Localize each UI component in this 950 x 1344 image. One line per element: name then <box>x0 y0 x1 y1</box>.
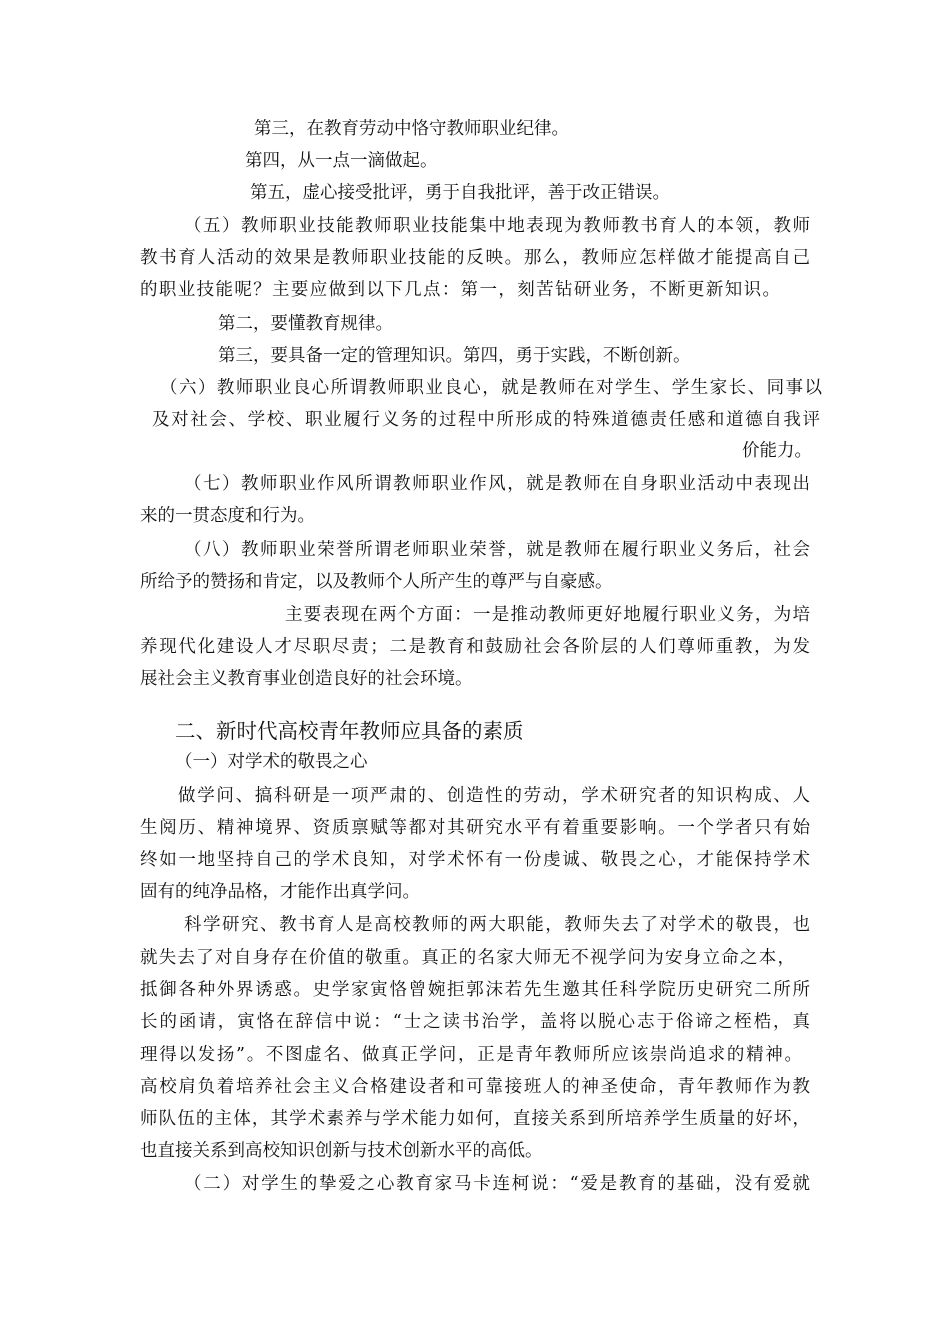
text-line: 生阅历、精神境界、资质禀赋等都对其研究水平有着重要影响。一个学者只有始 <box>140 818 810 838</box>
text-line: 科学研究、教书育人是高校教师的两大职能，教师失去了对学术的敬畏，也 <box>184 915 810 935</box>
text-line: （五）教师职业技能教师职业技能集中地表现为教师教书育人的本领，教师 <box>184 216 810 236</box>
text-line: 所给予的赞扬和肯定，以及教师个人所产生的尊严与自豪感。 <box>140 572 613 592</box>
text-line: （八）教师职业荣誉所谓老师职业荣誉，就是教师在履行职业义务后，社会 <box>184 540 810 560</box>
text-line: （七）教师职业作风所谓教师职业作风，就是教师在自身职业活动中表现出 <box>184 474 810 494</box>
text-line: 长的函请，寅恪在辞信中说：“士之读书治学，盖将以脱心志于俗谛之桎梏，真 <box>140 1012 810 1032</box>
text-line: 及对社会、学校、职业履行义务的过程中所形成的特殊道德责任感和道德自我评 <box>152 410 820 430</box>
text-line: 第五，虚心接受批评，勇于自我批评，善于改正错误。 <box>250 183 670 203</box>
text-line: 价能力。 <box>742 441 812 461</box>
text-line: 主要表现在两个方面：一是推动教师更好地履行职业义务，为培 <box>285 605 810 625</box>
subsection-heading: （一）对学术的敬畏之心 <box>175 752 368 772</box>
text-line: 高校肩负着培养社会主义合格建设者和可靠接班人的神圣使命，青年教师作为教 <box>140 1077 810 1097</box>
text-line: 师队伍的主体，其学术素养与学术能力如何，直接关系到所培养学生质量的好坏， <box>140 1109 810 1129</box>
text-line: 抵御各种外界诱惑。史学家寅恪曾婉拒郭沫若先生邀其任科学院历史研究二所所 <box>140 980 810 1000</box>
text-line: 也直接关系到高校知识创新与技术创新水平的高低。 <box>140 1141 543 1161</box>
text-line: 第三，在教育劳动中恪守教师职业纪律。 <box>254 119 569 139</box>
text-line: 来的一贯态度和行为。 <box>140 506 315 526</box>
text-line: 教书育人活动的效果是教师职业技能的反映。那么，教师应怎样做才能提高自己 <box>140 248 810 268</box>
text-line: 第三，要具备一定的管理知识。第四，勇于实践，不断创新。 <box>218 346 691 366</box>
text-line: 第二，要懂教育规律。 <box>218 314 393 334</box>
text-line: 第四，从一点一滴做起。 <box>245 151 438 171</box>
text-line: 终如一地坚持自己的学术良知，对学术怀有一份虔诚、敬畏之心，才能保持学术 <box>140 850 810 870</box>
section-heading: 二、新时代高校青年教师应具备的素质 <box>175 719 524 743</box>
text-line: （二）对学生的挚爱之心教育家马卡连柯说：“爱是教育的基础，没有爱就 <box>184 1174 810 1194</box>
text-line: 展社会主义教育事业创造良好的社会环境。 <box>140 669 473 689</box>
text-line: 固有的纯净品格，才能作出真学问。 <box>140 882 420 902</box>
text-line: 理得以发扬”。不图虚名、做真正学问，正是青年教师所应该崇尚追求的精神。 <box>140 1045 802 1065</box>
text-line: 养现代化建设人才尽职尽责；二是教育和鼓励社会各阶层的人们尊师重教，为发 <box>140 637 810 657</box>
text-line: 的职业技能呢？主要应做到以下几点：第一，刻苦钻研业务，不断更新知识。 <box>140 280 780 300</box>
text-line: 做学问、搞科研是一项严肃的、创造性的劳动，学术研究者的知识构成、人 <box>178 786 810 806</box>
text-line: 就失去了对自身存在价值的敬重。真正的名家大师无不视学问为安身立命之本， <box>140 948 795 968</box>
text-line: （六）教师职业良心所谓教师职业良心，就是教师在对学生、学生家长、同事以 <box>160 378 822 398</box>
